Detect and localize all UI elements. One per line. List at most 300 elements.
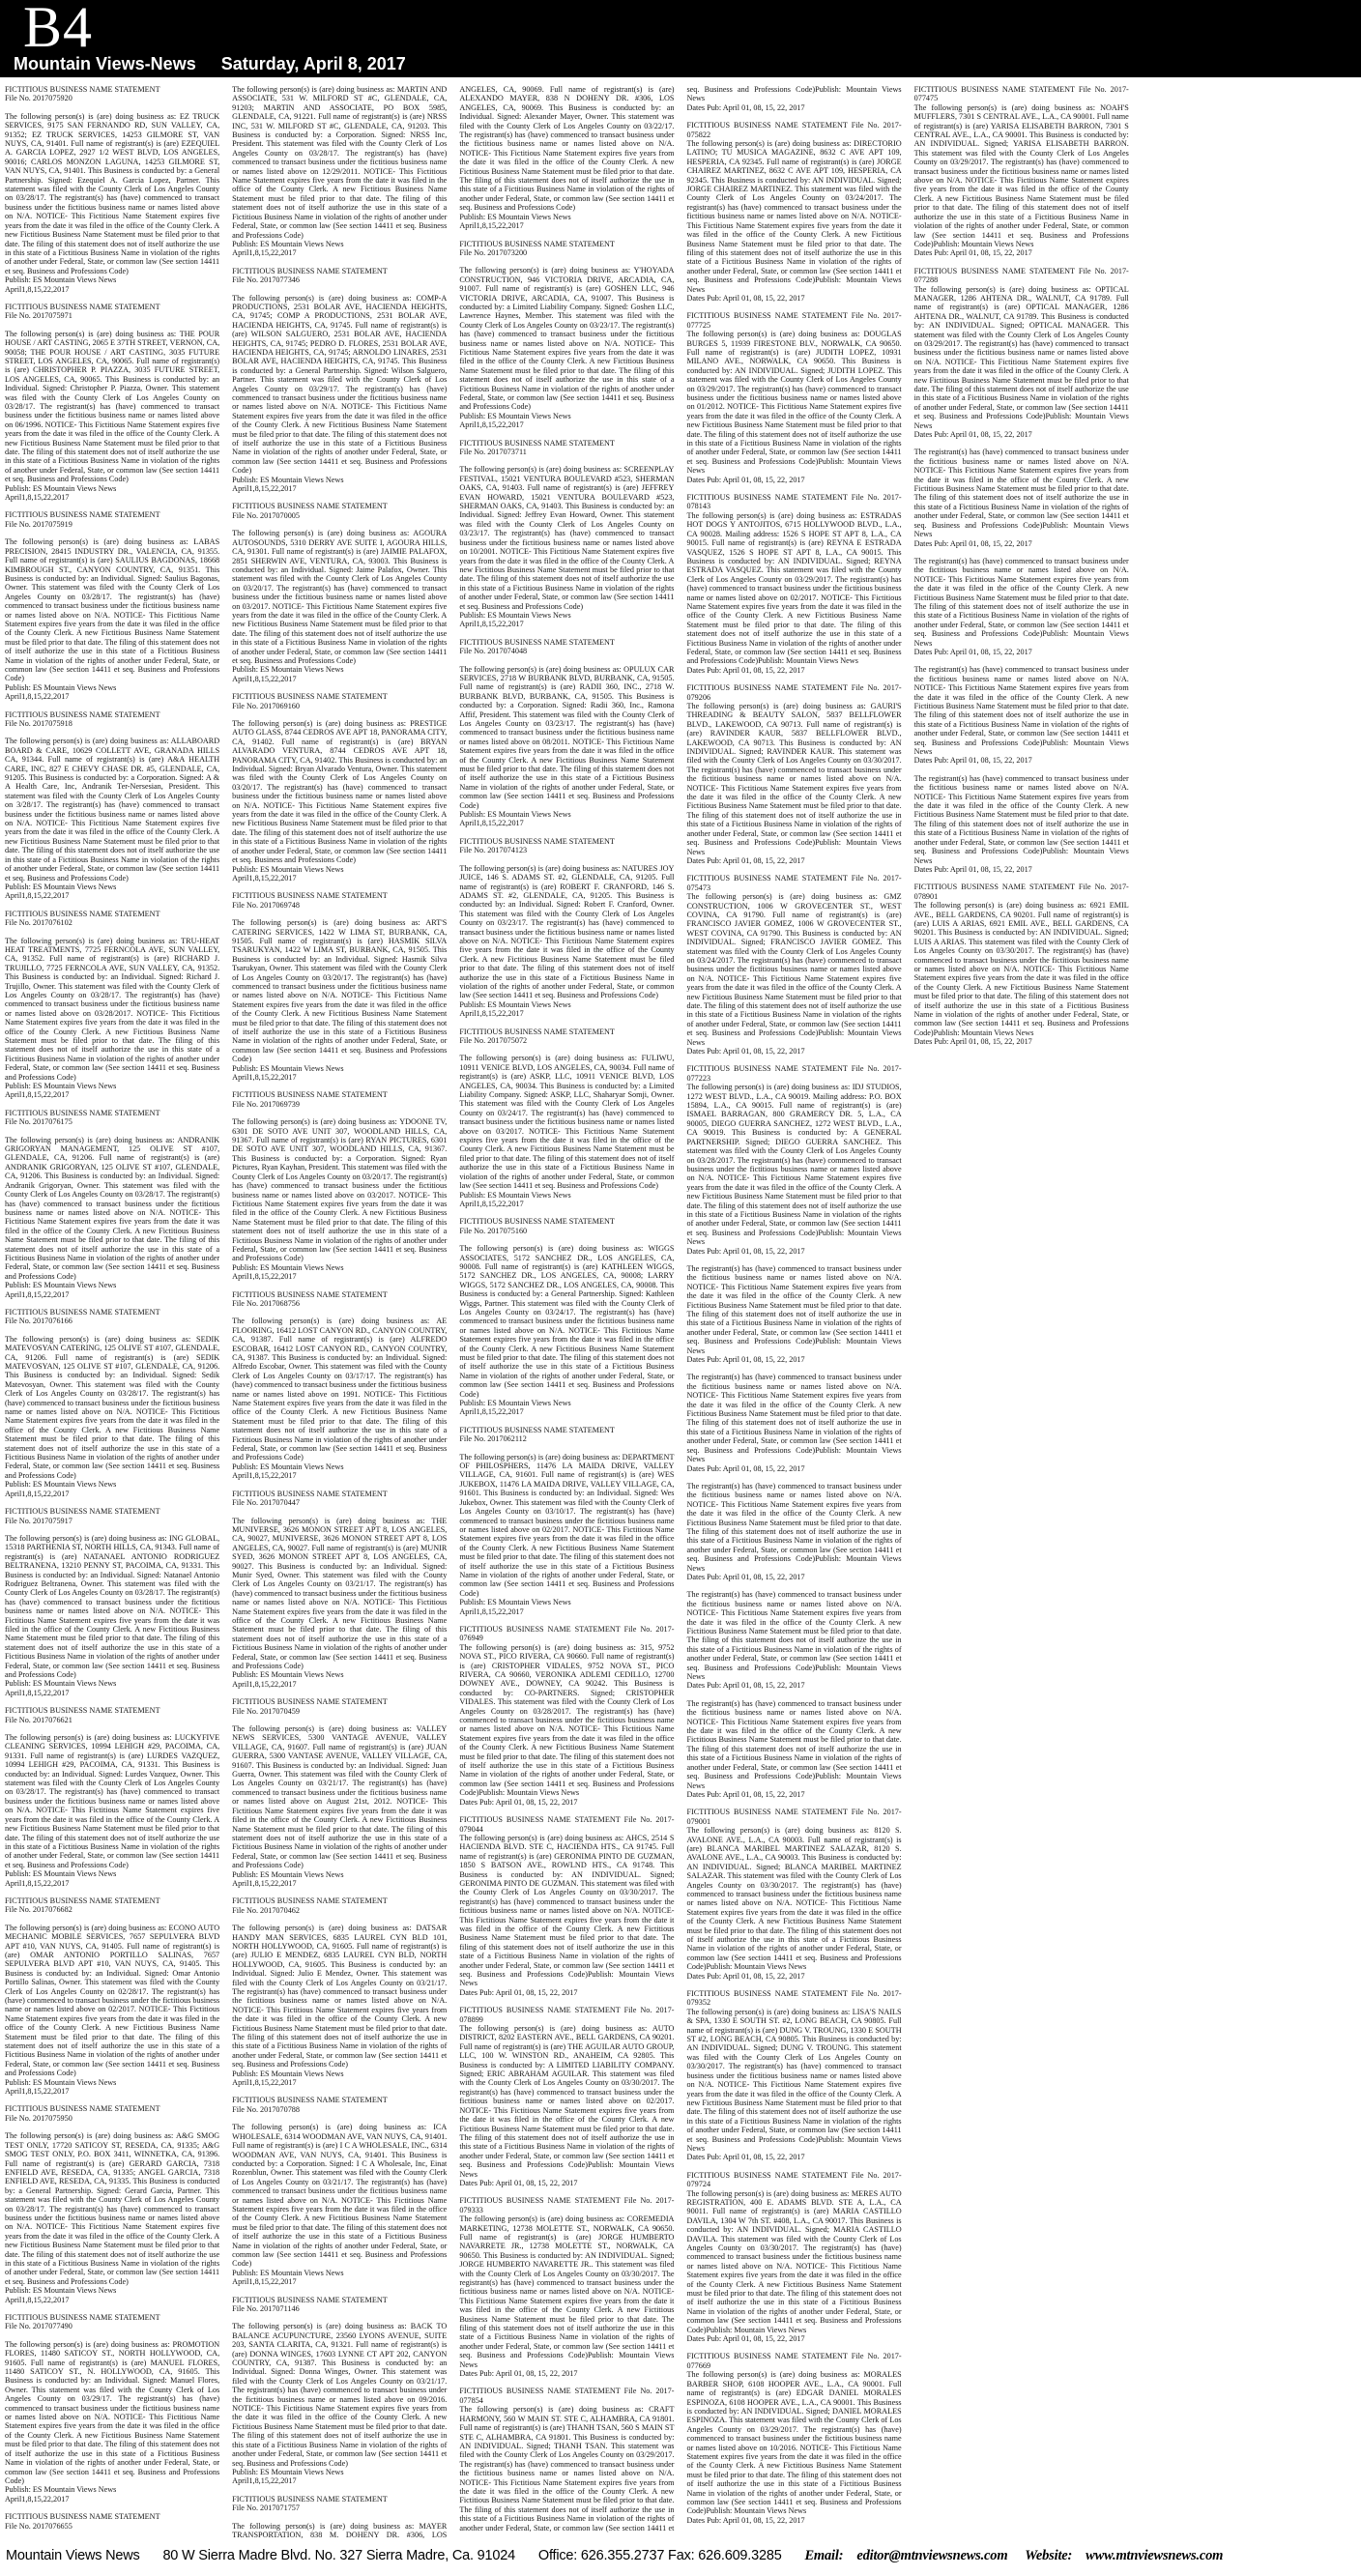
legal-notice: [5, 1308, 219, 1498]
notice-body: The following person(s) is (are) doing business as: COMP-A PRODUCTIONS, 2531 BOLAR AVE, HACIENDA HEIGHTS, CA, 91745; COMP A PRODUCTIONS, 2531 BOLAR AVE, HACIENDA HEIGHTS, CA, 91745. Full name of registrant(s) is (are) WILSON SALGUERO, 2531 BOLAR AVE, HACIENDA HEIGHTS, CA, 91745; PEDRO D. FLORES, 2531 BOLAR AVE, HACIENDA HEIGHTS, CA, 91745; ARNOLDO LINARES, 2531 BOLAR AVE, HACIENDA HEIGHTS, CA, 91745. This Business is conducted by: a General Partnership. Signed: Wilson Salguero, Partner. This statement was filed with the County Clerk of Los Angeles County on 03/29/17. The registrant(s) has (have) commenced to transact business under the fictitious business name or names listed above on N/A. NOTICE- This Fictitious Name Statement expires five years from the date it was filed in the office of the County Clerk. A new Fictitious Business Name Statement must be filed prior to that date. The filing of this statement does not of itself authorize the use in this state of a Fictitious Business Name in violation of the rights of another under Federal, State, or common law (See section 14411 et seq. Business and Professions Code): [232, 293, 448, 476]
legal-notice: [232, 1090, 447, 1281]
notice-body: The following person(s) is (are) doing business as: BACK TO BALANCE ACUPUNCTURE, 23560 LYONS AVENUE, SUITE 203, SANTA CLARITA, CA, 91321. Full name of registrant(s) is (are) DONNA WINGES, 17603 LYNNE CT APT 202, CANYON COUNTRY, CA, 91387. This Business is conducted by: an Individual. Signed: Donna Winges, Owner. This statement was filed with the County Clerk of Los Angeles County on 03/21/17. The registrant(s) has (have) commenced to transact business under the fictitious business name or names listed above on 09/2016. NOTICE- This Fictitious Name Statement expires five years from the date it was filed in the office of the County Clerk. A new Fictitious Business Name Statement must be filed prior to that date. The filing of this statement does not of itself authorize the use in this state of a Fictitious Business Name in violation of the rights of another under Federal, State, or common law (See section 14411 et seq. Business and Professions Code): [232, 2322, 448, 2468]
notice-publish-dates: April1,8,15,22,2017: [459, 1606, 524, 1616]
notice-body: Dates Pub: April 01, 08, 15, 22, 2017: [913, 1037, 1032, 1047]
notice-publish: Publish: ES Mountain Views News: [232, 239, 344, 248]
notice-file-number: File No. 2017075917: [5, 1516, 72, 1525]
legal-notice: [914, 883, 1129, 1046]
notice-header: FICTITIOUS BUSINESS NAME STATEMENT File No. 2017-077854: [459, 2387, 675, 2405]
legal-notice: [686, 2171, 901, 2344]
notice-body: Dates Pub: April 01, 08, 15, 22, 2017: [686, 1681, 805, 1691]
notice-file-number: File No. 2017077490: [5, 2322, 72, 2331]
notice-file-number: File No. 2017077346: [232, 275, 300, 285]
legal-notice: [686, 874, 901, 1056]
notice-body: The following person(s) is (are) doing business as: CRAFT HARMONY, 560 W MAIN ST. STE C, ALHAMBRA, CA 91801. Full name of registrant(s) is (are) THANH TSAN, 560 S MAIN ST STE C, ALHAMBRA, CA 91801. This Business is conducted by: AN INDIVIDUAL. Signed; THANH TSAN. This statement was filed with the County Clerk of Los Angeles County on 03/29/2017. The registrant(s) has (have) commenced to transact business under the fictitious business name or names listed above on N/A. NOTICE- This Fictitious Name Statement expires five years from the date it was filed in the office of the County Clerk. A new Fictitious Business Name Statement must be filed prior to that date. The filing of this statement does not of itself authorize the use in this state of a Fictitious Business Name in violation of the rights of another under Federal, State, or common law (See section 14411 et seq. Business and Professions Code)Publish: Mountain Views News: [459, 85, 902, 2533]
notice-publish: Publish: ES Mountain Views News: [5, 483, 117, 493]
notice-header: FICTITIOUS BUSINESS NAME STATEMENT File No. 2017-077669: [686, 2352, 902, 2370]
notice-file-number: File No. 2017070459: [232, 1706, 300, 1716]
notice-publish-dates: April1,8,15,22,2017: [459, 620, 524, 629]
notice-publish-dates: Dates Pub: April 01, 08, 15, 22, 2017: [686, 2334, 805, 2344]
legal-notice: [914, 665, 1129, 765]
notice-publish: Publish: ES Mountain Views News: [5, 682, 117, 692]
notice-body: The following person(s) is (are) doing business as: SEDIK MATEVOSYAN CATERING, 125 OLIVE ST #107, GLENDALE, CA, 91206. Full name of registrant(s) is (are) SEDIK MATEVOSYAN, 125 OLIVE ST #107, GLENDALE, CA, 91206. This Business is conducted by: an Individual. Signed: Sedik Matevosyan, Owner. This statement was filed with the County Clerk of Los Angeles County on 03/28/17. The registrant(s) has (have) commenced to transact business under the fictitious business name or names listed above on N/A. NOTICE- This Fictitious Name Statement expires five years from the date it was filed in the office of the County Clerk. A new Fictitious Business Name Statement must be filed prior to that date. The filing of this statement does not of itself authorize the use in this state of a Fictitious Business Name in violation of the rights of another under Federal, State, or common law (See section 14411 et seq. Business and Professions Code): [5, 1334, 220, 1480]
notice-publish-dates: Dates Pub: April 01, 08, 15, 22, 2017: [459, 1987, 578, 1997]
page-number: B4: [23, 0, 94, 59]
notice-header: FICTITIOUS BUSINESS NAME STATEMENT: [459, 1027, 615, 1036]
notice-header: FICTITIOUS BUSINESS NAME STATEMENT: [5, 302, 160, 311]
notice-header: FICTITIOUS BUSINESS NAME STATEMENT: [5, 1108, 160, 1117]
legal-notice: [914, 85, 1129, 258]
notice-body: The following person(s) is (are) doing business as: ECONO AUTO MECHANIC MOBILE SERVICES, 7657 SEPULVERA BLVD APT #10, VAN NUYS, CA, 91405. Full name of registrant(s) is (are) OMAR ANTONIO PORTILLO SALINAS, 7657 SEPULVERA BLVD APT #10, VAN NUYS, CA, 91405. This Business is conducted by: an Individual. Signed: Omar Antonio Portillo Salinas, Owner. This statement was filed with the County Clerk of Los Angeles County on 02/28/17. The registrant(s) has (have) commenced to transact business under the fictitious business name or names listed above on 02/2017. NOTICE- This Fictitious Name Statement expires five years from the date it was filed in the office of the County Clerk. A new Fictitious Business Name Statement must be filed prior to that date. The filing of this statement does not of itself authorize the use in this state of a Fictitious Business Name in violation of the rights of another under Federal, State, or common law (See section 14411 et seq. Business and Professions Code): [5, 1923, 220, 2078]
footer-website: www.mtnviewsnews.com: [1086, 2548, 1224, 2563]
legal-notice: [232, 267, 447, 494]
notice-publish: Publish: ES Mountain Views News: [232, 475, 344, 484]
legal-notice: [686, 311, 901, 484]
notice-header: FICTITIOUS BUSINESS NAME STATEMENT: [232, 1489, 388, 1498]
legal-notice: [459, 2006, 674, 2187]
notice-publish: Publish: ES Mountain Views News: [459, 610, 571, 620]
notice-header: FICTITIOUS BUSINESS NAME STATEMENT File No. 2017-079333: [459, 2196, 675, 2214]
notice-file-number: File No. 2017075971: [5, 311, 72, 321]
footer: [6, 2548, 1357, 2564]
notice-body: FICTITIOUS BUSINESS NAME STATEMENT File No. 2017-078901: [913, 883, 1129, 901]
notice-file-number: File No. 2017076682: [5, 1905, 72, 1915]
notice-publish-dates: Dates Pub: April 01, 08, 15, 22, 2017: [459, 2369, 578, 2379]
notice-header: FICTITIOUS BUSINESS NAME STATEMENT: [232, 891, 388, 901]
notice-body: The following person(s) is (are) doing business as: PROMOTION FLORES, 11480 SATICOY ST., NORTH HOLLYWOOD, CA, 91605. Full name of registrant(s) is (are) MANUEL FLORES, 11480 SATICOY ST., N. HOLLYWOOD, CA, 91605. This Business is conducted by: an Individual. Signed: Manuel Flores, Owner. This statement was filed with the County Clerk of Los Angeles County on 03/29/17. The registrant(s) has (have) commenced to transact business under the fictitious business name or names listed above on N/A. NOTICE- This Fictitious Name Statement expires five years from the date it was filed in the office of the County Clerk. A new Fictitious Business Name Statement must be filed prior to that date. The filing of this statement does not of itself authorize the use in this state of a Fictitious Business Name in violation of the rights of another under Federal, State, or common law (See section 14411 et seq. Business and Professions Code): [5, 2339, 220, 2485]
notice-publish-dates: April1,8,15,22,2017: [459, 1407, 524, 1417]
legal-notice: [5, 1109, 219, 1299]
notice-header: FICTITIOUS BUSINESS NAME STATEMENT File No. 2017-077223: [686, 1064, 902, 1083]
notice-body: The following person(s) is (are) doing business as: OPULUX CAR SERVICES, 2718 W BURBANK BLVD, BURBANK, CA, 91505. Full name of registrant(s) is (are) RADII 360, INC., 2718 W. BURBANK BLVD, BURBANK, CA, 91505. This Business is conducted by: a Corporation. Signed: Radii 360, Inc., Ramona Affif, President. This statement was filed with the County Clerk of Los Angeles County on 03/23/17. The registrant(s) has (have) commenced to transact business under the fictitious business name or names listed above on 08/2011. NOTICE- This Fictitious Name Statement expires five years from the date it was filed in the office of the County Clerk. A new Fictitious Business Name Statement must be filed prior to that date. The filing of this statement does not of itself authorize the use in this state of a Fictitious Business Name in violation of the rights of another under Federal, State, or common law (See section 14411 et seq. Business and Professions Code): [459, 664, 675, 810]
notice-body: The following person(s) is (are) doing business as: DOUGLAS BURGES 5, 11939 FIRESTONE BLV., NORWALK, CA 90650. Full name of registrant(s) is (are) JUDITH LOPEZ, 10931 MILANO AVE., NORWALK, CA 90650. This Business is conducted by: AN INDIVIDUAL. Signed; JUDITH LOPEZ. This statement was filed with the County Clerk of Los Angeles County on 03/29/2017. The registrant(s) has (have) commenced to transact business under the fictitious business name or names listed above on 01/2012. NOTICE- This Fictitious Name Statement expires five years from the date it was filed in the office of the County Clerk. A new Fictitious Business Name Statement must be filed prior to that date. The filing of this statement does not of itself authorize the use in this state of a Fictitious Business Name in violation of the rights of another under Federal, State, or common law (See section 14411 et seq. Business and Professions Code)Publish: Mountain Views News: [686, 330, 902, 476]
notice-publish-dates: Dates Pub: April 01, 08, 15, 22, 2017: [459, 1797, 578, 1807]
notice-file-number: File No. 2017062112: [459, 1434, 527, 1444]
legal-notice: [232, 1697, 447, 1888]
legal-notice: [232, 2296, 447, 2486]
notice-publish: Publish: ES Mountain Views News: [459, 999, 571, 1009]
notice-header: FICTITIOUS BUSINESS NAME STATEMENT: [5, 85, 160, 94]
notice-body: The following person(s) is (are) doing business as: SCREENPLAY FESTIVAL, 15021 VENTURA BOULEVARD #523, SHERMAN OAKS, CA, 91403. Full name of registrant(s) is (are) JEFFREY EVAN HOWARD, 15021 VENTURA BOULEVARD #523, SHERMAN OAKS, CA, 91403. This Business is conducted by: an Individual. Signed: Jeffrey Evan Howard, Owner. This statement was filed with the County Clerk of Los Angeles County on 03/23/17. The registrant(s) has (have) commenced to transact business under the fictitious business name or names listed above on 10/2001. NOTICE- This Fictitious Name Statement expires five years from the date it was filed in the office of the County Clerk. A new Fictitious Business Name Statement must be filed prior to that date. The filing of this statement does not of itself authorize the use in this state of a Fictitious Business Name in violation of the rights of another under Federal, State, or common law (See section 14411 et seq. Business and Professions Code): [459, 465, 675, 611]
legal-notice: [232, 1896, 447, 2087]
notice-publish-dates: April1,8,15,22,2017: [5, 1289, 70, 1299]
notice-header: FICTITIOUS BUSINESS NAME STATEMENT: [5, 1307, 160, 1317]
notice-body: The following person(s) is (are) doing business as: ICA WHOLESALE, 6314 WOODMAN AVE, VAN NUYS, CA, 91401. Full name of registrant(s) is (are) I C A WHOLESALE, INC., 6314 WOODMAN AVE, VAN NUYS, CA, 91401. This Business is conducted by: a Corporation. Signed: I C A Wholesale, Inc, Einat Rozenblun, Owner. This statement was filed with the County Clerk of Los Angeles County on 03/21/17. The registrant(s) has (have) commenced to transact business under the fictitious business name or names listed above on N/A. NOTICE- This Fictitious Name Statement expires five years from the date it was filed in the office of the County Clerk. A new Fictitious Business Name Statement must be filed prior to that date. The filing of this statement does not of itself authorize the use in this state of a Fictitious Business Name in violation of the rights of another under Federal, State, or common law (See section 14411 et seq. Business and Professions Code): [232, 2123, 448, 2269]
notice-body: The following person(s) is (are) doing business as: AUTO DISTRICT, 8202 EASTERN AVE., BELL GARDENS, CA 90201. Full name of registrant(s) is (are) THE AGUILAR AUTO GROUP, LLC, 100 W. WINSTON RD., ANAHEIM, CA 92805. This Business is conducted by: A LIMITED LIABILITY COMPANY. Signed; ERIC ABRAHAM AGUILAR. This statement was filed with the County Clerk of Los Angeles County on 03/30/2017. The registrant(s) has (have) commenced to transact business under the fictitious business name or names listed above on 02/2017. NOTICE- This Fictitious Name Statement expires five years from the date it was filed in the office of the County Clerk. A new Fictitious Business Name Statement must be filed prior to that date. The filing of this statement does not of itself authorize the use in this state of a Fictitious Business Name in violation of the rights of another under Federal, State, or common law (See section 14411 et seq. Business and Professions Code)Publish: Mountain Views News: [459, 2024, 675, 2179]
notice-publish-dates: Dates Pub: April 01, 08, 15, 22, 2017: [686, 102, 805, 112]
notice-publish-dates: Dates Pub: April 01, 08, 15, 22, 2017: [686, 1971, 805, 1981]
notice-publish-dates: April1,8,15,22,2017: [232, 674, 297, 683]
legal-notice: [459, 240, 674, 430]
notice-body: The following person(s) is (are) doing business as: ANDRANIK GRIGORYAN MANAGEMENT, 125 OLIVE ST #107, GLENDALE, CA, 91206. Full name of registrant(s) is (are) ANDRANIK GRIGORYAN, 125 OLIVE ST #107, GLENDALE, CA, 91206. This Business is conducted by: an Individual. Signed: Andranik Grigoryan, Owner. This statement was filed with the County Clerk of Los Angeles County on 03/28/17. The registrant(s) has (have) commenced to transact business under the fictitious business name or names listed above on N/A. NOTICE- This Fictitious Name Statement expires five years from the date it was filed in the office of the County Clerk. A new Fictitious Business Name Statement must be filed prior to that date. The filing of this statement does not of itself authorize the use in this state of a Fictitious Business Name in violation of the rights of another under Federal, State, or common law (See section 14411 et seq. Business and Professions Code): [5, 1135, 220, 1281]
notice-file-number: File No. 2017075919: [5, 519, 72, 529]
notice-publish-dates: April1,8,15,22,2017: [459, 1009, 524, 1019]
footer-email: editor@mtnviewsnews.com: [856, 2548, 1008, 2563]
notice-body: The following person(s) is (are) doing business as: DIRECTORIO LATINO; TU MUSICA MAGAZINE, 8632 C AVE APT 109, HESPERIA, CA 92345. Full name of registrant(s) is (are) JORGE CHAIREZ MARTINEZ, 8632 C AVE APT 109, HESPERIA, CA 92345. This Business is conducted by: AN INDIVIDUAL. Signed; JORGE CHAIREZ MARTINEZ. This statement was filed with the County Clerk of Los Angeles County on 03/24/2017. The registrant(s) has (have) commenced to transact business under the fictitious business name or names listed above on N/A. NOTICE- This Fictitious Name Statement expires five years from the date it was filed in the office of the County Clerk. A new Fictitious Business Name Statement must be filed prior to that date. The filing of this statement does not of itself authorize the use in this state of a Fictitious Business Name in violation of the rights of another under Federal, State, or common law (See section 14411 et seq. Business and Professions Code)Publish: Mountain Views News: [686, 139, 902, 294]
legal-notice: [686, 1064, 901, 1256]
notice-publish: Publish: ES Mountain Views News: [459, 411, 571, 420]
masthead-title-row: [14, 54, 406, 74]
notice-body: The following person(s) is (are) doing business as: EZ TRUCK SERVICES, 9175 SAN FERNANDO RD, SUN VALLEY, CA, 91352; EZ TRUCK SERVICES, 14253 GILMORE ST, VAN NUYS, CA, 91401. Full name of registrant(s) is (are) EZEQUIEL A. GARCIA LOPEZ, 2927 1/2 WEST BLVD, LOS ANGELES, 90016; CARLOS MONZON LAGUNA, 14253 GILMORE ST, VAN NUYS, CA, 91401. This Business is conducted by: a General Partnership. Signed: Ezequiel A. Garcia Lopez, Partner. This statement was filed with the County Clerk of Los Angeles County on 03/28/17. The registrant(s) has (have) commenced to transact business under the fictitious business name or names listed above on N/A. NOTICE- This Fictitious Name Statement expires five years from the date it was filed in the office of the County Clerk. A new Fictitious Business Name Statement must be filed prior to that date. The filing of this statement does not of itself authorize the use in this state of a Fictitious Business Name in violation of the rights of another under Federal, State, or common law (See section 14411 et seq. Business and Professions Code): [5, 111, 220, 275]
notice-publish-dates: Dates Pub: April 01, 08, 15, 22, 2017: [686, 2515, 805, 2525]
legal-notice: [5, 710, 219, 901]
notice-publish-dates: Dates Pub: April 01, 08, 15, 22, 2017: [686, 293, 805, 303]
legal-notice: [5, 510, 219, 701]
notice-body: Dates Pub: April 01, 08, 15, 22, 2017: [686, 1572, 805, 1581]
notice-header: FICTITIOUS BUSINESS NAME STATEMENT: [5, 1706, 160, 1716]
issue-date: Saturday, April 8, 2017: [220, 54, 406, 73]
notice-header: FICTITIOUS BUSINESS NAME STATEMENT: [5, 909, 160, 918]
notice-body: The registrant(s) has (have) commenced to transact business under the fictitious business name or names listed above on N/A. NOTICE- This Fictitious Name Statement expires five years from the date it was filed in the office of the County Clerk. A new Fictitious Business Name Statement must be filed prior to that date. The filing of this statement does not of itself authorize the use in this state of a Fictitious Business Name in violation of the rights of another under Federal, State, or common law (See section 14411 et seq. Business and Professions Code)Publish: Mountain Views News: [913, 665, 1129, 757]
notice-file-number: File No. 2017068756: [232, 1298, 300, 1308]
notice-publish: Publish: ES Mountain Views News: [5, 882, 117, 891]
notice-header: FICTITIOUS BUSINESS NAME STATEMENT File No. 2017-075473: [686, 874, 902, 892]
legal-notice: [5, 85, 219, 294]
notice-body: The following person(s) is (are) doing business as: LISA'S NAILS & SPA, 1330 E SOUTH ST. #2, LONG BEACH, CA 90805. Full name of registrant(s) is (are) DUNG V. TROUNG, 1330 E SOUTH ST #2, LONG BEACH, CA 90805. This Business is conducted by: AN INDIVIDUAL. Signed; DUNG V. TROUNG. This statement was filed with the County Clerk of Los Angeles County on 03/30/2017. The registrant(s) has (have) commenced to transact business under the fictitious business name or names listed above on N/A. NOTICE- This Fictitious Name Statement expires five years from the date it was filed in the office of the County Clerk. A new Fictitious Business Name Statement must be filed prior to that date. The filing of this statement does not of itself authorize the use in this state of a Fictitious Business Name in violation of the rights of another under Federal, State, or common law (See section 14411 et seq. Business and Professions Code)Publish: Mountain Views News: [686, 2007, 902, 2153]
notice-header: FICTITIOUS BUSINESS NAME STATEMENT: [232, 1090, 388, 1100]
notice-publish: Publish: ES Mountain Views News: [5, 1869, 117, 1879]
notice-publish-dates: April1,8,15,22,2017: [232, 1471, 297, 1481]
notice-publish: Publish: ES Mountain Views News: [5, 1480, 117, 1490]
notice-file-number: File No. 2017076102: [5, 918, 72, 928]
legal-notice: [232, 891, 447, 1082]
legal-notice: [914, 448, 1129, 547]
notice-file-number: File No. 2017070005: [232, 510, 300, 520]
notice-publish-dates: Dates Pub: April 01, 08, 15, 22, 2017: [686, 855, 805, 865]
notice-header: FICTITIOUS BUSINESS NAME STATEMENT File No. 2017-078143: [686, 493, 902, 511]
notice-header: FICTITIOUS BUSINESS NAME STATEMENT: [232, 502, 388, 511]
legal-notice: [232, 2096, 447, 2286]
legal-notice: [5, 2313, 219, 2504]
notice-body: The following person(s) is (are) doing business as: COREMEDIA MARKETING, 12738 MOLETTE ST., NORWALK, CA 90650. Full name of registrant(s) is (are) JORGE HUMBERTO NAVARRETE JR., 12738 MOLETTE ST., NORWALK, CA 90650. This Business is conducted by: AN INDIVIDUAL. Signed; JORGE HUMBERTO NAVARETTE JR.. This statement was filed with the County Clerk of Los Angeles County on 03/30/2017. The registrant(s) has (have) commenced to transact business under the fictitious business name or names listed above on N/A. NOTICE- This Fictitious Name Statement expires five years from the date it was filed in the office of the County Clerk. A new Fictitious Business Name Statement must be filed prior to that date. The filing of this statement does not of itself authorize the use in this state of a Fictitious Business Name in violation of the rights of another under Federal, State, or common law (See section 14411 et seq. Business and Professions Code)Publish: Mountain Views News: [459, 2214, 675, 2369]
notice-publish-dates: Dates Pub: April 01, 08, 15, 22, 2017: [913, 248, 1032, 258]
notice-body: The following person(s) is (are) doing business as: Y'HOYADA CONSTRUCTION, 946 VICTORIA DRIVE, ARCADIA, CA, 91007. Full name of registrant(s) is (are) GOSHEN LLC, 946 VICTORIA DRIVE, ARCADIA, CA, 91007. This Business is conducted by: a Limited Liability Company. Signed: Goshen LLC, Lawrence Haynes, Member. This statement was filed with the County Clerk of Los Angeles County on 03/23/17. The registrant(s) has (have) commenced to transact business under the fictitious business name or names listed above on N/A. NOTICE- This Fictitious Name Statement expires five years from the date it was filed in the office of the County Clerk. A new Fictitious Business Name Statement must be filed prior to that date. The filing of this statement does not of itself authorize the use in this state of a Fictitious Business Name in violation of the rights of another under Federal, State, or common law (See section 14411 et seq. Business and Professions Code): [459, 266, 675, 412]
legal-notice: [686, 493, 901, 675]
footer-phone: Office: 626.355.2737 Fax: 626.609.3285: [537, 2548, 782, 2563]
notice-body: The following person(s) is (are) doing business as: ALLABOARD BOARD & CARE, 10629 COLLETT AVE, GRANADA HILLS CA, 91344. Full name of registrant(s) is (are) A&A HEALTH CARE, INC, 827 E CHEVY CHASE DR. #5, GLENDALE, CA, 91205. This Business is conducted by: a Corporation. Signed: A & A Health Care, Inc, Andranik Ter-Nersesian, President. This statement was filed with the County Clerk of Los Angeles County on 3/28/17. The registrant(s) has (have) commenced to transact business under the fictitious business name or names listed above on N/A. NOTICE- This Fictitious Name Statement expires five years from the date it was filed in the office of the County Clerk. A new Fictitious Business Name Statement must be filed prior to that date. The filing of this statement does not of itself authorize the use in this state of a Fictitious Business Name in violation of the rights of another under Federal, State, or common law (See section 14411 et seq. Business and Professions Code): [5, 737, 220, 883]
notice-publish: Publish: ES Mountain Views News: [232, 864, 344, 874]
notice-body: Dates Pub: April 01, 08, 15, 22, 2017: [913, 756, 1032, 766]
notice-header: FICTITIOUS BUSINESS NAME STATEMENT File No. 2017-076949: [459, 1624, 675, 1643]
notice-file-number: File No. 2017075920: [5, 94, 72, 103]
notice-file-number: File No. 2017070447: [232, 1498, 300, 1508]
legal-notice: [686, 1264, 901, 1364]
notice-header: FICTITIOUS BUSINESS NAME STATEMENT: [5, 2313, 160, 2322]
notice-publish-dates: April1,8,15,22,2017: [5, 692, 70, 702]
notice-publish-dates: Dates Pub: April 01, 08, 15, 22, 2017: [459, 2178, 578, 2187]
notice-header: FICTITIOUS BUSINESS NAME STATEMENT File No. 2017-079001: [686, 1808, 902, 1826]
notice-publish: Publish: ES Mountain Views News: [232, 2268, 344, 2277]
legal-notice: [459, 1217, 674, 1417]
notice-publish-dates: April1,8,15,22,2017: [5, 2087, 70, 2097]
notice-publish-dates: April1,8,15,22,2017: [232, 1878, 297, 1888]
notice-header: FICTITIOUS BUSINESS NAME STATEMENT: [5, 2512, 160, 2522]
notice-body: The following person(s) is (are) doing business as: VALLEY NEWS SERVICES, 5300 VANTAGE AVENUE, VALLEY VILLAGE, CA, 91607. Full name of registrant(s) is (are) JUAN GUERRA, 5300 VANTASE AVENUE, VALLEY VILLAGE, CA, 91607. This Business is conducted by: an Individual. Signed: Juan Guerra, Owner. This statement was filed with the County Clerk of Los Angeles County on 03/21/17. The registrant(s) has (have) commenced to transact business under the fictitious business name or names listed above on August 21st, 2012. NOTICE- This Fictitious Name Statement expires five years from the date it was filed in the office of the County Clerk. A new Fictitious Business Name Statement must be filed prior to that date. The filing of this statement does not of itself authorize the use in this state of a Fictitious Business Name in violation of the rights of another under Federal, State, or common law (See section 14411 et seq. Business and Professions Code): [232, 1724, 448, 1870]
notice-publish: Publish: ES Mountain Views News: [232, 1869, 344, 1879]
notice-publish-dates: April1,8,15,22,2017: [5, 284, 70, 294]
legal-notice: [5, 2104, 219, 2304]
notice-publish: Publish: ES Mountain Views News: [5, 2286, 117, 2296]
notice-file-number: File No. 2017070788: [232, 2104, 300, 2114]
notice-body: Dates Pub: April 01, 08, 15, 22, 2017: [686, 1463, 805, 1473]
legal-notice: [232, 1290, 447, 1481]
notice-header: FICTITIOUS BUSINESS NAME STATEMENT: [5, 510, 160, 520]
legal-notice: [686, 1590, 901, 1690]
legal-notice: [459, 638, 674, 828]
notice-body: The following person(s) is (are) doing business as: GMZ CONSTRUCTION, 1006 W GROVECENTER ST., WEST COVINA, CA 91790. Full name of registrant(s) is (are) FRANCISCO JAVIER GOMEZ, 1006 W GROVECENTER ST., WEST COVINA, CA 91790. This Business is conducted by: AN INDIVIDUAL. Signed; FRANCISCO JAVIER GOMEZ. This statement was filed with the County Clerk of Los Angeles County on 03/24/2017. The registrant(s) has (have) commenced to transact business under the fictitious business name or names listed above on N/A. NOTICE- This Fictitious Name Statement expires five years from the date it was filed in the office of the County Clerk. A new Fictitious Business Name Statement must be filed prior to that date. The filing of this statement does not of itself authorize the use in this state of a Fictitious Business Name in violation of the rights of another under Federal, State, or common law (See section 14411 et seq. Business and Professions Code)Publish: Mountain Views News: [686, 892, 902, 1047]
notice-body: The following person(s) is (are) doing business as: OPTICAL MANAGER, 1286 AHTENA DR., WALNUT, CA 91789. Full name of registrant(s) is (are) OPTICAL MANAGER, 1286 AHTENA DR., WALNUT, CA 91789. This Business is conducted by: AN INDIVIDUAL. Signed; OPTICAL MANAGER. This statement was filed with the County Clerk of Los Angeles County on 03/29/2017. The registrant(s) has (have) commenced to transact business under the fictitious business name or names listed above on N/A. NOTICE- This Fictitious Name Statement expires five years from the date it was filed in the office of the County Clerk. A new Fictitious Business Name Statement must be filed prior to that date. The filing of this statement does not of itself authorize the use in this state of a Fictitious Business Name in violation of the rights of another under Federal, State, or common law (See section 14411 et seq. Business and Professions Code)Publish: Mountain Views News: [913, 284, 1129, 430]
notice-header: FICTITIOUS BUSINESS NAME STATEMENT: [232, 1697, 388, 1707]
notice-publish-dates: April1,8,15,22,2017: [5, 493, 70, 503]
notice-body: The registrant(s) has (have) commenced to transact business under the fictitious business name or names listed above on N/A. NOTICE- This Fictitious Name Statement expires five years from the date it was filed in the office of the County Clerk. A new Fictitious Business Name Statement must be filed prior to that date. The filing of this statement does not of itself authorize the use in this state of a Fictitious Business Name in violation of the rights of another under Federal, State, or common law (See section 14411 et seq. Business and Professions Code)Publish: Mountain Views News: [913, 556, 1129, 648]
legal-notice: [686, 1373, 901, 1472]
notice-file-number: File No. 2017074123: [459, 846, 528, 855]
notice-publish: Publish: ES Mountain Views News: [459, 1598, 571, 1607]
notice-publish-dates: April1,8,15,22,2017: [232, 2476, 297, 2486]
notice-body: The following person(s) is (are) doing business as: ESTRADAS HOT DOGS Y ANTOJITOS, 6715 HOLLYWOOD BLVD., L.A., CA 90028. Mailing address: 1526 S HOPE ST APT 8, L.A., CA 90015. Full name of registrant(s) is (are) REYNA E ESTRADA VASQUEZ, 1526 S HOPE ST APT 8, L.A., CA 90015. This Business is conducted by: AN INDIVIDUAL. Signed; REYNA ESTRADA VASQUEZ. This statement was filed with the County Clerk of Los Angeles County on 03/29/2017. The registrant(s) has (have) commenced to transact business under the fictitious business name or names listed above on 02/2017. NOTICE- This Fictitious Name Statement expires five years from the date it was filed in the office of the County Clerk. A new Fictitious Business Name Statement must be filed prior to that date. The filing of this statement does not of itself authorize the use in this state of a Fictitious Business Name in violation of the rights of another under Federal, State, or common law (See section 14411 et seq. Business and Professions Code)Publish: Mountain Views News: [686, 510, 902, 666]
legal-notice: [459, 1028, 674, 1209]
notice-body: Dates Pub: April 01, 08, 15, 22, 2017: [913, 864, 1032, 874]
legal-notice: [5, 1706, 219, 1888]
notice-body: The following person(s) is (are) doing business as: FULIWU, 10911 VENICE BLVD, LOS ANGELES, CA, 90034. Full name of registrant(s) is (are) ASKP, LLC, 10911 VENICE BLVD, LOS ANGELES, CA, 90034. This Business is conducted by: a Limited Liability Company. Signed: ASKP, LLC, Shaharyar Somji, Owner. This statement was filed with the County Clerk of Los Angeles County on 03/24/17. The registrant(s) has (have) commenced to transact business under the fictitious business name or names listed above on 03/2017. NOTICE- This Fictitious Name Statement expires five years from the date it was filed in the office of the County Clerk. A new Fictitious Business Name Statement must be filed prior to that date. The filing of this statement does not of itself authorize the use in this state of a Fictitious Business Name in violation of the rights of another under Federal, State, or common law (See section 14411 et seq. Business and Professions Code): [459, 1054, 675, 1191]
newspaper-title: Mountain Views-News: [14, 54, 196, 73]
notice-publish-dates: April1,8,15,22,2017: [5, 1878, 70, 1888]
legal-notice: [686, 2352, 901, 2525]
notice-publish-dates: April1,8,15,22,2017: [5, 2295, 70, 2304]
legal-notice: [459, 1426, 674, 1616]
notice-publish-dates: April1,8,15,22,2017: [232, 873, 297, 883]
notice-header: FICTITIOUS BUSINESS NAME STATEMENT: [232, 692, 388, 702]
notice-file-number: File No. 2017070462: [232, 1905, 300, 1915]
notice-publish-dates: April1,8,15,22,2017: [5, 1688, 70, 1697]
legal-notice: [914, 774, 1129, 874]
notice-body: Dates Pub: April 01, 08, 15, 22, 2017: [913, 538, 1032, 548]
notice-publish-dates: April1,8,15,22,2017: [459, 1199, 524, 1208]
notice-publish-dates: April1,8,15,22,2017: [232, 248, 297, 258]
legal-notice: [459, 1625, 674, 1807]
notice-header: FICTITIOUS BUSINESS NAME STATEMENT: [459, 438, 615, 448]
legal-notice: [914, 267, 1129, 440]
legal-notice: [232, 692, 447, 883]
legal-notice: [459, 837, 674, 1019]
notice-publish: Publish: ES Mountain Views News: [232, 2467, 344, 2476]
notice-publish: Publish: ES Mountain Views News: [459, 1190, 571, 1200]
notice-header: FICTITIOUS BUSINESS NAME STATEMENT File No. 2017-078899: [459, 2006, 675, 2024]
footer-website-label: Website:: [1025, 2548, 1073, 2563]
notice-body: The following person(s) is (are) doing business as: THE MUNIVERSE, 3626 MONON STREET APT 8, LOS ANGELES, CA, 90027, MUNIVERSE, 3626 MONON STREET APT 8, LOS ANGELES, CA, 90027. Full name of registrant(s) is (are) MUNIR SYED, 3626 MONON STREET APT 8, LOS ANGELES, CA, 90027. This Business is conducted by: an Individual. Signed: Munir Syed, Owner. This statement was filed with the County Clerk of Los Angeles County on 03/21/17. The registrant(s) has (have) commenced to transact business under the fictitious business name or names listed above on N/A. NOTICE- This Fictitious Name Statement expires five years from the date it was filed in the office of the County Clerk. A new Fictitious Business Name Statement must be filed prior to that date. The filing of this statement does not of itself authorize the use in this state of a Fictitious Business Name in violation of the rights of another under Federal, State, or common law (See section 14411 et seq. Business and Professions Code): [232, 1516, 448, 1670]
notice-publish: Publish: ES Mountain Views News: [459, 1399, 571, 1408]
notice-publish-dates: April1,8,15,22,2017: [459, 420, 524, 430]
notice-body: Dates Pub: April 01, 08, 15, 22, 2017: [913, 647, 1032, 656]
notice-file-number: File No. 2017069160: [232, 701, 300, 710]
notice-body: The following person(s) is (are) doing business as: WIGGS ASSOCIATES, 5172 SANCHEZ DR., LOS ANGELES, CA, 90008. Full name of registrant(s) is (are) KATHLEEN WIGGS, 5172 SANCHEZ DR., LOS ANGELES, CA, 90008; LARRY WIGGS, 5172 SANCHEZ DR., LOS ANGELES, CA, 90008. This Business is conducted by: a General Partnership. Signed: Kathleen Wiggs, Partner. This statement was filed with the County Clerk of Los Angeles County on 03/24/17. The registrant(s) has (have) commenced to transact business under the fictitious business name or names listed above on N/A. NOTICE- This Fictitious Name Statement expires five years from the date it was filed in the office of the County Clerk. A new Fictitious Business Name Statement must be filed prior to that date. The filing of this statement does not of itself authorize the use in this state of a Fictitious Business Name in violation of the rights of another under Federal, State, or common law (See section 14411 et seq. Business and Professions Code): [459, 1244, 675, 1399]
notice-body: The following person(s) is (are) doing business as: THE POUR HOUSE / ART CASTING, 2065 E 37TH STREET, VERNON, CA, 90058; THE POUR HOUSE / ART CASTING, 3035 FUTURE STREET, LOS ANGELES, CA, 90065. Full name of registrant(s) is (are) CHRISTOPHER P. PIAZZA, 3035 FUTURE STREET, LOS ANGELES, CA, 90065. This Business is conducted by: an Individual. Signed: Christopher P. Piazza, Owner. This statement was filed with the County Clerk of Los Angeles County on 03/28/17. The registrant(s) has (have) commenced to transact business under the fictitious business name or names listed above on 06/1996. NOTICE- This Fictitious Name Statement expires five years from the date it was filed in the office of the County Clerk. A new Fictitious Business Name Statement must be filed prior to that date. The filing of this statement does not of itself authorize the use in this state of a Fictitious Business Name in violation of the rights of another under Federal, State, or common law (See section 14411 et seq. Business and Professions Code): [5, 329, 220, 484]
notice-publish-dates: Dates Pub: April 01, 08, 15, 22, 2017: [686, 2153, 805, 2162]
notice-publish-dates: April1,8,15,22,2017: [459, 221, 524, 231]
notice-body: The following person(s) is (are) doing business as: MARTIN AND ASSOCIATE, 531 W. MILFORD ST #C, GLENDALE, CA, 91203; MARTIN AND ASSOCIATE, PO BOX 5985, GLENDALE, CA, 91221. Full name of registrant(s) is (are) NRSS INC, 531 W. MILFORD ST #C, GLENDALE, CA, 91203. This Business is conducted by: a Corporation. Signed: NRSS Inc, President. This statement was filed with the County Clerk of Los Angeles County on 03/28/17. The registrant(s) has (have) commenced to transact business under the fictitious business name or names listed above on 12/29/2011. NOTICE- This Fictitious Name Statement expires five years from the date it was filed in the office of the County Clerk. A new Fictitious Business Name Statement must be filed prior to that date. The filing of this statement does not of itself authorize the use in this state of a Fictitious Business Name in violation of the rights of another under Federal, State, or common law (See section 14411 et seq. Business and Professions Code): [232, 85, 448, 240]
legal-notice: [459, 2196, 674, 2378]
notice-file-number: File No. 2017069739: [232, 1099, 300, 1109]
notice-header: FICTITIOUS BUSINESS NAME STATEMENT File No. 2017-075822: [686, 121, 902, 139]
notice-publish-dates: April1,8,15,22,2017: [232, 1272, 297, 1282]
legal-notice: [686, 1699, 901, 1799]
notice-publish: Publish: ES Mountain Views News: [459, 810, 571, 820]
notice-file-number: File No. 2017071757: [232, 2504, 300, 2513]
legal-notice: [459, 439, 674, 629]
notice-body: The following person(s) is (are) doing business as: 8120 S. AVALONE AVE., L.A., CA 90003. Full name of registrant(s) is (are) BLANCA MARIBEL MARTINEZ SALAZAR, 8120 S. AVALONE AVE., L.A., CA 90003. This Business is conducted by: AN INDIVIDUAL. Signed; BLANCA MARIBEL MARTINEZ SALAZAR. This statement was filed with the County Clerk of Los Angeles County on 03/30/2017. The registrant(s) has (have) commenced to transact business under the fictitious business name or names listed above on N/A. NOTICE- This Fictitious Name Statement expires five years from the date it was filed in the office of the County Clerk. A new Fictitious Business Name Statement must be filed prior to that date. The filing of this statement does not of itself authorize the use in this state of a Fictitious Business Name in violation of the rights of another under Federal, State, or common law (See section 14411 et seq. Business and Professions Code)Publish: Mountain Views News: [686, 1826, 902, 1972]
notice-header: FICTITIOUS BUSINESS NAME STATEMENT File No. 2017-079724: [686, 2170, 902, 2189]
notice-publish: Publish: ES Mountain Views News: [5, 1679, 117, 1689]
notice-body: The registrant(s) has (have) commenced to transact business under the fictitious business name or names listed above on N/A. NOTICE- This Fictitious Name Statement expires five years from the date it was filed in the office of the County Clerk. A new Fictitious Business Name Statement must be filed prior to that date. The filing of this statement does not of itself authorize the use in this state of a Fictitious Business Name in violation of the rights of another under Federal, State, or common law (See section 14411 et seq. Business and Professions Code)Publish: Mountain Views News: [686, 1590, 902, 1682]
notice-publish: Publish: ES Mountain Views News: [232, 2069, 344, 2078]
notice-header: FICTITIOUS BUSINESS NAME STATEMENT: [232, 1289, 388, 1299]
notice-body: Dates Pub: April 01, 08, 15, 22, 2017: [686, 1789, 805, 1799]
legal-notice: [686, 1808, 901, 1981]
notice-body: The following person(s) is (are) doing business as: AE FLOORING, 16412 LOST CANYON RD., CANYON COUNTRY, CA, 91387. Full name of registrant(s) is (are) ALFREDO ESCOBAR, 16412 LOST CANYON RD., CANYON COUNTRY, CA, 91387. This Business is conducted by: an Individual. Signed: Alfredo Escobar, Owner. This statement was filed with the County Clerk of Los Angeles County on 03/17/17. The registrant(s) has (have) commenced to transact business under the fictitious business name or names listed above on 1991. NOTICE- This Fictitious Name Statement expires five years from the date it was filed in the office of the County Clerk. A new Fictitious Business Name Statement must be filed prior to that date. The filing of this statement does not of itself authorize the use in this state of a Fictitious Business Name in violation of the rights of another under Federal, State, or common law (See section 14411 et seq. Business and Professions Code): [232, 1317, 448, 1462]
notice-publish: Publish: ES Mountain Views News: [232, 1063, 344, 1073]
notice-body: The following person(s) is (are) doing business as: DEPARTMENT OF PHILOSPHERS, 11476 LA MAIDA DRIVE, VALLEY VILLAGE, CA, 91601. Full name of registrant(s) is (are) WES JUKEBOX, 11476 LA MAIDA DRIVE, VALLEY VILLAGE, CA, 91601. This Business is conducted by: an Individual. Signed: Wes Jukebox, Owner. This statement was filed with the County Clerk of Los Angeles County on 03/10/17. The registrant(s) has (have) commenced to transact business under the fictitious business name or names listed above on 02/2017. NOTICE- This Fictitious Name Statement expires five years from the date it was filed in the office of the County Clerk. A new Fictitious Business Name Statement must be filed prior to that date. The filing of this statement does not of itself authorize the use in this state of a Fictitious Business Name in violation of the rights of another under Federal, State, or common law (See section 14411 et seq. Business and Professions Code): [459, 1452, 675, 1598]
notice-file-number: File No. 2017076166: [5, 1317, 72, 1326]
notice-publish-dates: April1,8,15,22,2017: [5, 2494, 70, 2504]
notice-body: The following person(s) is (are) doing business as: GAURI'S THREADING & BEAUTY SALON, 5837 BELLFLOWER BLVD., LAKEWOOD, CA 90713. Full name of registrant(s) is (are) RAVINDER KAUR, 5837 BELLFLOWER BLVD., LAKEWOOD, CA 90713. This Business is conducted by: AN INDIVIDUAL. Signed; RAVINDER KAUR. This statement was filed with the County Clerk of Los Angeles County on 03/30/2017. The registrant(s) has (have) commenced to transact business under the fictitious business name or names listed above on N/A. NOTICE- This Fictitious Name Statement expires five years from the date it was filed in the office of the County Clerk. A new Fictitious Business Name Statement must be filed prior to that date. The filing of this statement does not of itself authorize the use in this state of a Fictitious Business Name in violation of the rights of another under Federal, State, or common law (See section 14411 et seq. Business and Professions Code)Publish: Mountain Views News: [686, 702, 902, 856]
notice-file-number: File No. 2017073711: [459, 448, 527, 457]
footer-email-label: Email:: [804, 2548, 844, 2563]
notice-file-number: File No. 2017075160: [459, 1226, 528, 1235]
legal-notice: [5, 1507, 219, 1697]
notice-publish: Publish: ES Mountain Views News: [5, 2485, 117, 2495]
notice-publish: Publish: ES Mountain Views News: [232, 1670, 344, 1680]
notice-header: FICTITIOUS BUSINESS NAME STATEMENT: [459, 836, 615, 846]
notice-body: The registrant(s) has (have) commenced to transact business under the fictitious business name or names listed above on N/A. NOTICE- This Fictitious Name Statement expires five years from the date it was filed in the office of the County Clerk. A new Fictitious Business Name Statement must be filed prior to that date. The filing of this statement does not of itself authorize the use in this state of a Fictitious Business Name in violation of the rights of another under Federal, State, or common law (See section 14411 et seq. Business and Professions Code)Publish: Mountain Views News: [913, 773, 1129, 865]
notice-publish-dates: April1,8,15,22,2017: [459, 819, 524, 828]
notice-publish-dates: Dates Pub: April 01, 08, 15, 22, 2017: [686, 1047, 805, 1056]
notice-body: The registrant(s) has (have) commenced to transact business under the fictitious business name or names listed above on N/A. NOTICE- This Fictitious Name Statement expires five years from the date it was filed in the office of the County Clerk. A new Fictitious Business Name Statement must be filed prior to that date. The filing of this statement does not of itself authorize the use in this state of a Fictitious Business Name in violation of the rights of another under Federal, State, or common law (See section 14411 et seq. Business and Professions Code)Publish: Mountain Views News: [913, 448, 1129, 539]
notice-body: The following person(s) is (are) doing business as: AHCS, 2514 S HACIENDA BLVD. STE C, HACIENDA HTS., CA 91745. Full name of registrant(s) is (are) GERONIMA PINTO DE GUZMAN, 1850 S BATSON AVE., ROWLND HTS., CA 91748. This Business is conducted by: AN INDIVIDUAL. Signed; GERONIMA PINTO DE GUZMAN. This statement was filed with the County Clerk of Los Angeles County on 03/30/2017. The registrant(s) has (have) commenced to transact business under the fictitious business name or names listed above on N/A. NOTICE- This Fictitious Name Statement expires five years from the date it was filed in the office of the County Clerk. A new Fictitious Business Name Statement must be filed prior to that date. The filing of this statement does not of itself authorize the use in this state of a Fictitious Business Name in violation of the rights of another under Federal, State, or common law (See section 14411 et seq. Business and Professions Code)Publish: Mountain Views News: [459, 1833, 675, 1988]
notice-header: FICTITIOUS BUSINESS NAME STATEMENT File No. 2017-079044: [459, 1815, 675, 1834]
legal-notice: [914, 557, 1129, 656]
notice-publish-dates: April1,8,15,22,2017: [232, 1679, 297, 1689]
notice-header: FICTITIOUS BUSINESS NAME STATEMENT: [232, 266, 388, 275]
notice-publish-dates: Dates Pub: April 01, 08, 15, 22, 2017: [686, 665, 805, 675]
notice-header: FICTITIOUS BUSINESS NAME STATEMENT: [459, 1217, 615, 1227]
notice-publish-dates: April1,8,15,22,2017: [232, 1073, 297, 1083]
notice-publish-dates: April1,8,15,22,2017: [5, 1489, 70, 1498]
notice-header: FICTITIOUS BUSINESS NAME STATEMENT: [232, 1896, 388, 1906]
notice-header: FICTITIOUS BUSINESS NAME STATEMENT File No. 2017-079206: [686, 683, 902, 702]
notice-file-number: File No. 2017069748: [232, 900, 300, 910]
footer-newspaper-name: Mountain Views News: [6, 2548, 140, 2563]
notice-body: The registrant(s) has (have) commenced to transact business under the fictitious business name or names listed above on N/A. NOTICE- This Fictitious Name Statement expires five years from the date it was filed in the office of the County Clerk. A new Fictitious Business Name Statement must be filed prior to that date. The filing of this statement does not of itself authorize the use in this state of a Fictitious Business Name in violation of the rights of another under Federal, State, or common law (See section 14411 et seq. Business and Professions Code)Publish: Mountain Views News: [686, 1698, 902, 1790]
notice-file-number: File No. 2017071146: [232, 2304, 300, 2313]
notice-header: FICTITIOUS BUSINESS NAME STATEMENT: [232, 2295, 388, 2304]
notice-body: The following person(s) is (are) doing business as: A&G SMOG TEST ONLY, 17720 SATICOY ST, RESEDA, CA, 91335; A&G SMOG TEST ONLY, P.O. BOX 3411, WINNETKA, CA, 91396. Full name of registrant(s) is (are) GERARD GARCIA, 7318 ENFIELD AVE, RESEDA, CA, 91335; ANGEL GARCIA, 7318 ENFIELD AVE, RESEDA, CA, 91335. This Business is conducted by: a General Partnership. Signed: Gerard Garcia, Partner. This statement was filed with the County Clerk of Los Angeles County on 03/28/17. The registrant(s) has (have) commenced to transact business under the fictitious business name or names listed above on N/A. NOTICE- This Fictitious Name Statement expires five years from the date it was filed in the office of the County Clerk. A new Fictitious Business Name Statement must be filed prior to that date. The filing of this statement does not of itself authorize the use in this state of a Fictitious Business Name in violation of the rights of another under Federal, State, or common law (See section 14411 et seq. Business and Professions Code): [5, 2131, 220, 2286]
notice-body: The following person(s) is (are) doing business as: MAYER TRANSPORTATION, 838 M. DOHENY DR. #306, LOS ANGELES, CA, 90069. Full name of registrant(s) is (are) ALEXANDO MAYER, 838 N DOHENY DR. #306, LOS ANGELES, CA, 90069. This Business is conducted by: an Individual. Signed: Alexander Mayer, Owner. This statement was filed with the County Clerk of Los Angeles County on 03/22/17. The registrant(s) has (have) commenced to transact business under the fictitious business name or names listed above on N/A. NOTICE- This Fictitious Name Statement expires five years from the date it was filed in the office of the County Clerk. A new Fictitious Business Name Statement must be filed prior to that date. The filing of this statement does not of itself authorize the use in this state of a Fictitious Business Name in violation of the rights of another under Federal, State, or common law (See section 14411 et seq. Business and Professions Code): [232, 85, 675, 2539]
notice-file-number: File No. 2017076175: [5, 1117, 72, 1127]
notice-header: FICTITIOUS BUSINESS NAME STATEMENT: [5, 1896, 160, 1905]
notice-body: Dates Pub: April 01, 08, 15, 22, 2017: [686, 1355, 805, 1365]
legal-notice: [686, 121, 901, 303]
notice-body: The following person(s) is (are) doing business as: LUCKYFIVE CLEANING SERVICES, 10994 LEHIGH #29, PACOIMA, CA, 91331. Full name of registrant(s) is (are) LURDES VAZQUEZ, 10994 LEHIGH #29, PACOIMA, CA, 91331. This Business is conducted by: an Individual. Signed: Lurdes Vazquez, Owner. This statement was filed with the County Clerk of Los Angeles County on 03/28/17. The registrant(s) has (have) commenced to transact business under the fictitious business name or names listed above on N/A. NOTICE- This Fictitious Name Statement expires five years from the date it was filed in the office of the County Clerk. A new Fictitious Business Name Statement must be filed prior to that date. The filing of this statement does not of itself authorize the use in this state of a Fictitious Business Name in violation of the rights of another under Federal, State, or common law (See section 14411 et seq. Business and Professions Code): [5, 1733, 220, 1869]
notice-publish-dates: April1,8,15,22,2017: [232, 484, 297, 494]
notice-publish: Publish: ES Mountain Views News: [5, 1082, 117, 1091]
notice-file-number: File No. 2017075918: [5, 719, 72, 728]
notice-header: FICTITIOUS BUSINESS NAME STATEMENT File No. 2017-077475: [913, 85, 1129, 103]
notice-publish: Publish: ES Mountain Views News: [232, 1262, 344, 1272]
notice-publish-dates: April1,8,15,22,2017: [5, 891, 70, 901]
notice-publish-dates: Dates Pub: April 01, 08, 15, 22, 2017: [913, 430, 1032, 440]
legal-notice: [459, 1815, 674, 1997]
notice-publish: Publish: ES Mountain Views News: [232, 665, 344, 675]
notice-header: FICTITIOUS BUSINESS NAME STATEMENT: [459, 1425, 615, 1434]
legal-notice: [686, 1989, 901, 2162]
notice-publish: Publish: ES Mountain Views News: [459, 212, 571, 221]
notice-header: FICTITIOUS BUSINESS NAME STATEMENT: [459, 637, 615, 647]
notice-file-number: File No. 2017074048: [459, 647, 528, 656]
notice-publish: Publish: ES Mountain Views News: [5, 1281, 117, 1290]
notice-body: The following person(s) is (are) doing business as: MERES AUTO REGISTRATION, 400 E. ADAMS BLVD. STE A, L.A., CA 90011. Full name of registrant(s) is (are) MARIA CASTILLO DAVILA, 1304 W 7th ST. #408, L.A., CA 90017. This Business is conducted by: AN INDIVIDUAL. Signed; MARIA CASTILLO DAVILA. This statement was filed with the County Clerk of Los Angeles County on 03/30/2017. The registrant(s) has (have) commenced to transact business under the fictitious business name or names listed above on N/A. NOTICE- This Fictitious Name Statement expires five years from the date it was filed in the office of the County Clerk. A new Fictitious Business Name Statement must be filed prior to that date. The filing of this statement does not of itself authorize the use in this state of a Fictitious Business Name in violation of the rights of another under Federal, State, or common law (See section 14411 et seq. Business and Professions Code)Publish: Mountain Views News: [686, 2188, 902, 2334]
legal-notice: [232, 502, 447, 683]
legal-notice: [5, 1896, 219, 2097]
legal-notice: [232, 1490, 447, 1690]
notice-header: FICTITIOUS BUSINESS NAME STATEMENT: [5, 1507, 160, 1517]
footer-address: 80 W Sierra Madre Blvd. No. 327 Sierra Madre, Ca. 91024: [162, 2548, 516, 2563]
notice-body: The following person(s) is (are) doing business as: ING GLOBAL, 15318 PARTHENIA ST, NORTH HILLS, CA, 91343. Full name of registrant(s) is (are) NATANAEL ANTONIO RODRIGUEZ BELTRANENA, 13210 PENNY ST, PACOIMA, CA, 91331. This Business is conducted by: an Individual. Signed: Natanael Antonio Rodriguez Beltranena, Owner. This statement was filed with the County Clerk of Los Angeles County on 03/28/17. The registrant(s) has (have) commenced to transact business under the fictitious business name or names listed above on N/A. NOTICE- This Fictitious Name Statement expires five years from the date it was filed in the office of the County Clerk. A new Fictitious Business Name Statement must be filed prior to that date. The filing of this statement does not of itself authorize the use in this state of a Fictitious Business Name in violation of the rights of another under Federal, State, or common law (See section 14411 et seq. Business and Professions Code): [5, 1533, 220, 1679]
notice-body: The following person(s) is (are) doing business as: ART'S CATERING SERVICES, 1422 W LIMA ST, BURBANK, CA, 91505. Full name of registrant(s) is (are) HASMIK SILVA TSARUKYAN, 1422 W LIMA ST, BURBANK, CA, 91505. This Business is conducted by: an Individual. Signed: Hasmik Silva Tsarukyan, Owner. This statement was filed with the County Clerk of Los Angeles County on 03/20/17. The registrant(s) has (have) commenced to transact business under the fictitious business name or names listed above on N/A. NOTICE- This Fictitious Name Statement expires five years from the date it was filed in the office of the County Clerk. A new Fictitious Business Name Statement must be filed prior to that date. The filing of this statement does not of itself authorize the use in this state of a Fictitious Business Name in violation of the rights of another under Federal, State, or common law (See section 14411 et seq. Business and Professions Code): [232, 918, 448, 1064]
notice-header: FICTITIOUS BUSINESS NAME STATEMENT File No. 2017-079352: [686, 1989, 902, 2008]
notice-publish-dates: Dates Pub: April 01, 08, 15, 22, 2017: [686, 475, 805, 484]
notice-body: The registrant(s) has (have) commenced to transact business under the fictitious business name or names listed above on N/A. NOTICE- This Fictitious Name Statement expires five years from the date it was filed in the office of the County Clerk. A new Fictitious Business Name Statement must be filed prior to that date. The filing of this statement does not of itself authorize the use in this state of a Fictitious Business Name in violation of the rights of another under Federal, State, or common law (See section 14411 et seq. Business and Professions Code)Publish: Mountain Views News: [686, 1373, 902, 1464]
notice-file-number: File No. 2017073200: [459, 247, 528, 257]
notice-header: FICTITIOUS BUSINESS NAME STATEMENT: [5, 709, 160, 719]
notice-file-number: File No. 2017075072: [459, 1036, 528, 1045]
notice-header: FICTITIOUS BUSINESS NAME STATEMENT: [5, 2104, 160, 2114]
notice-body: The following person(s) is (are) doing business as: MORALES BARBER SHOP, 6108 HOOPER AVE., L.A., CA 90001. Full name of registrant(s) is (are) EDGAR DANIEL MORALES ESPINOZA, 6108 HOOPER AVE., L.A., CA 90001. This Business is conducted by: AN INDIVIDUAL. Signed; DANIEL MORALES ESPINOZA. This statement was filed with the County Clerk of Los Angeles County on 03/29/2017. The registrant(s) has (have) commenced to transact business under the fictitious business name or names listed above on 10/2016. NOTICE- This Fictitious Name Statement expires five years from the date it was filed in the office of the County Clerk. A new Fictitious Business Name Statement must be filed prior to that date. The filing of this statement does not of itself authorize the use in this state of a Fictitious Business Name in violation of the rights of another under Federal, State, or common law (See section 14411 et seq. Business and Professions Code)Publish: Mountain Views News: [686, 2370, 902, 2516]
notice-body: The following person(s) is (are) doing business as: 6921 EMIL AVE., BELL GARDENS, CA 90201. Full name of registrant(s) is (are) LUIS A ARIAS, 6921 EMIL AVE., BELL GARDENS, CA 90201. This Business is conducted by: AN INDIVIDUAL. Signed; LUIS A ARIAS. This statement was filed with the County Clerk of Los Angeles County on 03/30/2017. The registrant(s) has (have) commenced to transact business under the fictitious business name or names listed above on N/A. NOTICE- This Fictitious Name Statement expires five years from the date it was filed in the office of the County Clerk. A new Fictitious Business Name Statement must be filed prior to that date. The filing of this statement does not of itself authorize the use in this state of a Fictitious Business Name in violation of the rights of another under Federal, State, or common law (See section 14411 et seq. Business and Professions Code)Publish: Mountain Views News: [913, 901, 1129, 1037]
legal-notice: [686, 1482, 901, 1581]
notice-header: FICTITIOUS BUSINESS NAME STATEMENT: [232, 2096, 388, 2105]
legal-notice: [5, 910, 219, 1100]
notice-publish: Publish: ES Mountain Views News: [5, 2077, 117, 2087]
notice-header: FICTITIOUS BUSINESS NAME STATEMENT File No. 2017-077725: [686, 311, 902, 330]
notice-body: The following person(s) is (are) doing business as: DATSAR HANDY MAN SERVICES, 6835 LAUREL CYN BLD 101, NORTH HOLLYWOOD, CA, 91605. Full name of registrant(s) is (are) JULIO E MENDEZ, 6835 LAUREL CYN BLD, NORTH HOLLYWOOD, CA, 91605. This Business is conducted by: an Individual. Signed: Julio E Mendez, Owner. This statement was filed with the County Clerk of Los Angeles County on 03/21/17. The registrant(s) has (have) commenced to transact business under the fictitious business name or names listed above on N/A. NOTICE- This Fictitious Name Statement expires five years from the date it was filed in the office of the County Clerk. A new Fictitious Business Name Statement must be filed prior to that date. The filing of this statement does not of itself authorize the use in this state of a Fictitious Business Name in violation of the rights of another under Federal, State, or common law (See section 14411 et seq. Business and Professions Code): [232, 1924, 448, 2069]
notice-header: FICTITIOUS BUSINESS NAME STATEMENT: [459, 239, 615, 248]
notice-body: The following person(s) is (are) doing business as: IDJ STUDIOS, 1272 WEST BLVD., L.A., CA 90019. Mailing address: P.O. BOX 15894, L.A., CA 90015. Full name of registrant(s) is (are) ISMAEL BARRAGAN, 800 GRAMERCY DR. 5, L.A., CA 90005, DIEGO GUERRA SANCHEZ, 1272 WEST BLVD., L.A., CA 90019. This Business is conducted by: A GENERAL PARTNERSHIP. Signed; DIEGO GUERRA SANCHEZ. This statement was filed with the County Clerk of Los Angeles County on 03/28/2017. The registrant(s) has (have) commenced to transact business under the fictitious business name or names listed above on N/A. NOTICE- This Fictitious Name Statement expires five years from the date it was filed in the office of the County Clerk. A new Fictitious Business Name Statement must be filed prior to that date. The filing of this statement does not of itself authorize the use in this state of a Fictitious Business Name in violation of the rights of another under Federal, State, or common law (See section 14411 et seq. Business and Professions Code)Publish: Mountain Views News: [686, 1083, 902, 1247]
notice-publish-dates: April1,8,15,22,2017: [232, 2277, 297, 2287]
notice-file-number: File No. 2017076655: [5, 2521, 72, 2531]
legal-notice: [686, 683, 901, 865]
notice-body: The following person(s) is (are) doing business as: AGOURA AUTOSOUNDS, 5310 DERRY AVE SUITE I, AGOURA HILLS, CA, 91301. Full name of registrant(s) is (are) JAIMIE PALAFOX, 2851 SHERWIN AVE, VENTURA, CA, 93003. This Business is conducted by: an Individual. Signed: Jaime Palafox, Owner. This statement was filed with the County Clerk of Los Angeles County on 03/20/17. The registrant(s) has (have) commenced to transact business under the fictitious business name or names listed above on 03/2017. NOTICE- This Fictitious Name Statement expires five years from the date it was filed in the office of the County Clerk. A new Fictitious Business Name Statement must be filed prior to that date. The filing of this statement does not of itself authorize the use in this state of a Fictitious Business Name in violation of the rights of another under Federal, State, or common law (See section 14411 et seq. Business and Professions Code): [232, 529, 448, 665]
masthead: [0, 0, 1361, 77]
notice-body: The registrant(s) has (have) commenced to transact business under the fictitious business name or names listed above on N/A. NOTICE- This Fictitious Name Statement expires five years from the date it was filed in the office of the County Clerk. A new Fictitious Business Name Statement must be filed prior to that date. The filing of this statement does not of itself authorize the use in this state of a Fictitious Business Name in violation of the rights of another under Federal, State, or common law (See section 14411 et seq. Business and Professions Code)Publish: Mountain Views News: [686, 1263, 902, 1355]
notice-file-number: File No. 2017075950: [5, 2113, 72, 2123]
notice-body: The following person(s) is (are) doing business as: YDOONE TV, 6301 DE SOTO AVE UNIT 307, WOODLAND HILLS, CA, 91367. Full name of registrant(s) is (are) RYAN PICTURES, 6301 DE SOTO AVE UNIT 307, WOODLAND HILLS, CA, 91367. This Business is conducted by: a Corporation. Signed: Ryan Pictures, Ryan Kayhan, President. This statement was filed with the County Clerk of Los Angeles County on 03/20/17. The registrant(s) has (have) commenced to transact business under the fictitious business name or names listed above on 03/2017. NOTICE- This Fictitious Name Statement expires five years from the date it was filed in the office of the County Clerk. A new Fictitious Business Name Statement must be filed prior to that date. The filing of this statement does not of itself authorize the use in this state of a Fictitious Business Name in violation of the rights of another under Federal, State, or common law (See section 14411 et seq. Business and Professions Code): [232, 1117, 448, 1263]
notice-publish-dates: Dates Pub: April 01, 08, 15, 22, 2017: [686, 1246, 805, 1256]
notice-body: The following person(s) is (are) doing business as: PRESTIGE AUTO GLASS, 8744 CEDROS AVE APT 18, PANORAMA CITY, CA, 91402. Full name of registrant(s) is (are) BRYAN ALVARADO VENTURA, 8744 CEDROS AVE APT 18, PANORAMA CITY, CA, 91402. This Business is conducted by: an Individual. Signed: Bryan Alvarado Ventura, Owner. This statement was filed with the County Clerk of Los Angeles County on 03/20/17. The registrant(s) has (have) commenced to transact business under the fictitious business name or names listed above on N/A. NOTICE- This Fictitious Name Statement expires five years from the date it was filed in the office of the County Clerk. A new Fictitious Business Name Statement must be filed prior to that date. The filing of this statement does not of itself authorize the use in this state of a Fictitious Business Name in violation of the rights of another under Federal, State, or common law (See section 14411 et seq. Business and Professions Code): [232, 719, 448, 865]
notice-body: The following person(s) is (are) doing business as: NOAH'S MUFFLERS, 7301 S CENTRAL AVE., L.A., CA 90001. Full name of registrant(s) is (are) YARISA ELISABETH BARRON, 7301 S CENTRAL AVE., L.A., CA 90001. This Business is conducted by: AN INDIVIDUAL. Signed; YARISA ELISABETH BARRON. This statement was filed with the County Clerk of Los Angeles County on 03/29/2017. The registrant(s) has (have) commenced to transact business under the fictitious business name or names listed above on N/A. NOTICE- This Fictitious Name Statement expires five years from the date it was filed in the office of the County Clerk. A new Fictitious Business Name Statement must be filed prior to that date. The filing of this statement does not of itself authorize the use in this state of a Fictitious Business Name in violation of the rights of another under Federal, State, or common law (See section 14411 et seq. Business and Professions Code)Publish: Mountain Views News: [913, 102, 1129, 248]
notice-publish-dates: April1,8,15,22,2017: [5, 1090, 70, 1100]
notice-body: The following person(s) is (are) doing business as: NATURES JOY JUICE, 146 S. ADAMS ST. #2, GLENDALE, CA, 91205. Full name of registrant(s) is (are) ROBERT F. CRANFORD, 146 S. ADAMS ST. #2, GLENDALE, CA, 91205. This Business is conducted by: an Individual. Signed: Robert F. Cranford, Owner. This statement was filed with the County Clerk of Los Angeles County on 03/23/17. The registrant(s) has (have) commenced to transact business under the fictitious business name or names listed above on N/A. NOTICE- This Fictitious Name Statement expires five years from the date it was filed in the office of the County Clerk. A new Fictitious Business Name Statement must be filed prior to that date. The filing of this statement does not of itself authorize the use in this state of a Fictitious Business Name in violation of the rights of another under Federal, State, or common law (See section 14411 et seq. Business and Professions Code): [459, 863, 675, 1000]
notice-body: The registrant(s) has (have) commenced to transact business under the fictitious business name or names listed above on N/A. NOTICE- This Fictitious Name Statement expires five years from the date it was filed in the office of the County Clerk. A new Fictitious Business Name Statement must be filed prior to that date. The filing of this statement does not of itself authorize the use in this state of a Fictitious Business Name in violation of the rights of another under Federal, State, or common law (See section 14411 et seq. Business and Professions Code)Publish: Mountain Views News: [686, 1481, 902, 1573]
notice-body: The following person(s) is (are) doing business as: 315, 9752 NOVA ST., PICO RIVERA, CA 90660. Full name of registrant(s) is (are) CRISTOPHER VIDALES, 9752 NOVA ST., PICO RIVERA, CA 90660, VERONIKA ADLEMI CEDILLO, 12700 DOWNEY AVE., DOWNEY, CA 90242. This Business is conducted by: CO-PARTNERS. Signed; CRISTOPHER VIDALES. This statement was filed with the County Clerk of Los Angeles County on 03/28/2017. The registrant(s) has (have) commenced to transact business under the fictitious business name or names listed above on N/A. NOTICE- This Fictitious Name Statement expires five years from the date it was filed in the office of the County Clerk. A new Fictitious Business Name Statement must be filed prior to that date. The filing of this statement does not of itself authorize the use in this state of a Fictitious Business Name in violation of the rights of another under Federal, State, or common law (See section 14411 et seq. Business and Professions Code)Publish: Mountain Views News: [459, 1642, 675, 1798]
notice-publish: Publish: ES Mountain Views News: [5, 275, 117, 285]
notice-publish-dates: April1,8,15,22,2017: [232, 2078, 297, 2088]
notice-body: The following person(s) is (are) doing business as: TRU-HEAT HEAT TREATMENTS, 7725 FERNCOLA AVE, SUN VALLEY, CA, 91352. Full name of registrant(s) is (are) RICHARD J. TRUJILLO, 7725 FERNCOLA AVE, SUN VALLEY, CA, 91352. This Business is conducted by: an Individual. Signed: Richard J. Trujillo, Owner. This statement was filed with the County Clerk of Los Angeles County on 03/28/17. The registrant(s) has (have) commenced to transact business under the fictitious business name or names listed above on 03/28/2017. NOTICE- This Fictitious Name Statement expires five years from the date it was filed in the office of the County Clerk. A new Fictitious Business Name Statement must be filed prior to that date. The filing of this statement does not of itself authorize the use in this state of a Fictitious Business Name in violation of the rights of another under Federal, State, or common law (See section 14411 et seq. Business and Professions Code): [5, 936, 220, 1082]
notice-file-number: File No. 2017076621: [5, 1715, 72, 1724]
notice-publish: Publish: ES Mountain Views News: [232, 1462, 344, 1471]
columns: [5, 85, 1356, 2540]
notice-header: FICTITIOUS BUSINESS NAME STATEMENT File No. 2017-077288: [913, 266, 1129, 285]
notice-header: FICTITIOUS BUSINESS NAME STATEMENT: [232, 2494, 388, 2504]
